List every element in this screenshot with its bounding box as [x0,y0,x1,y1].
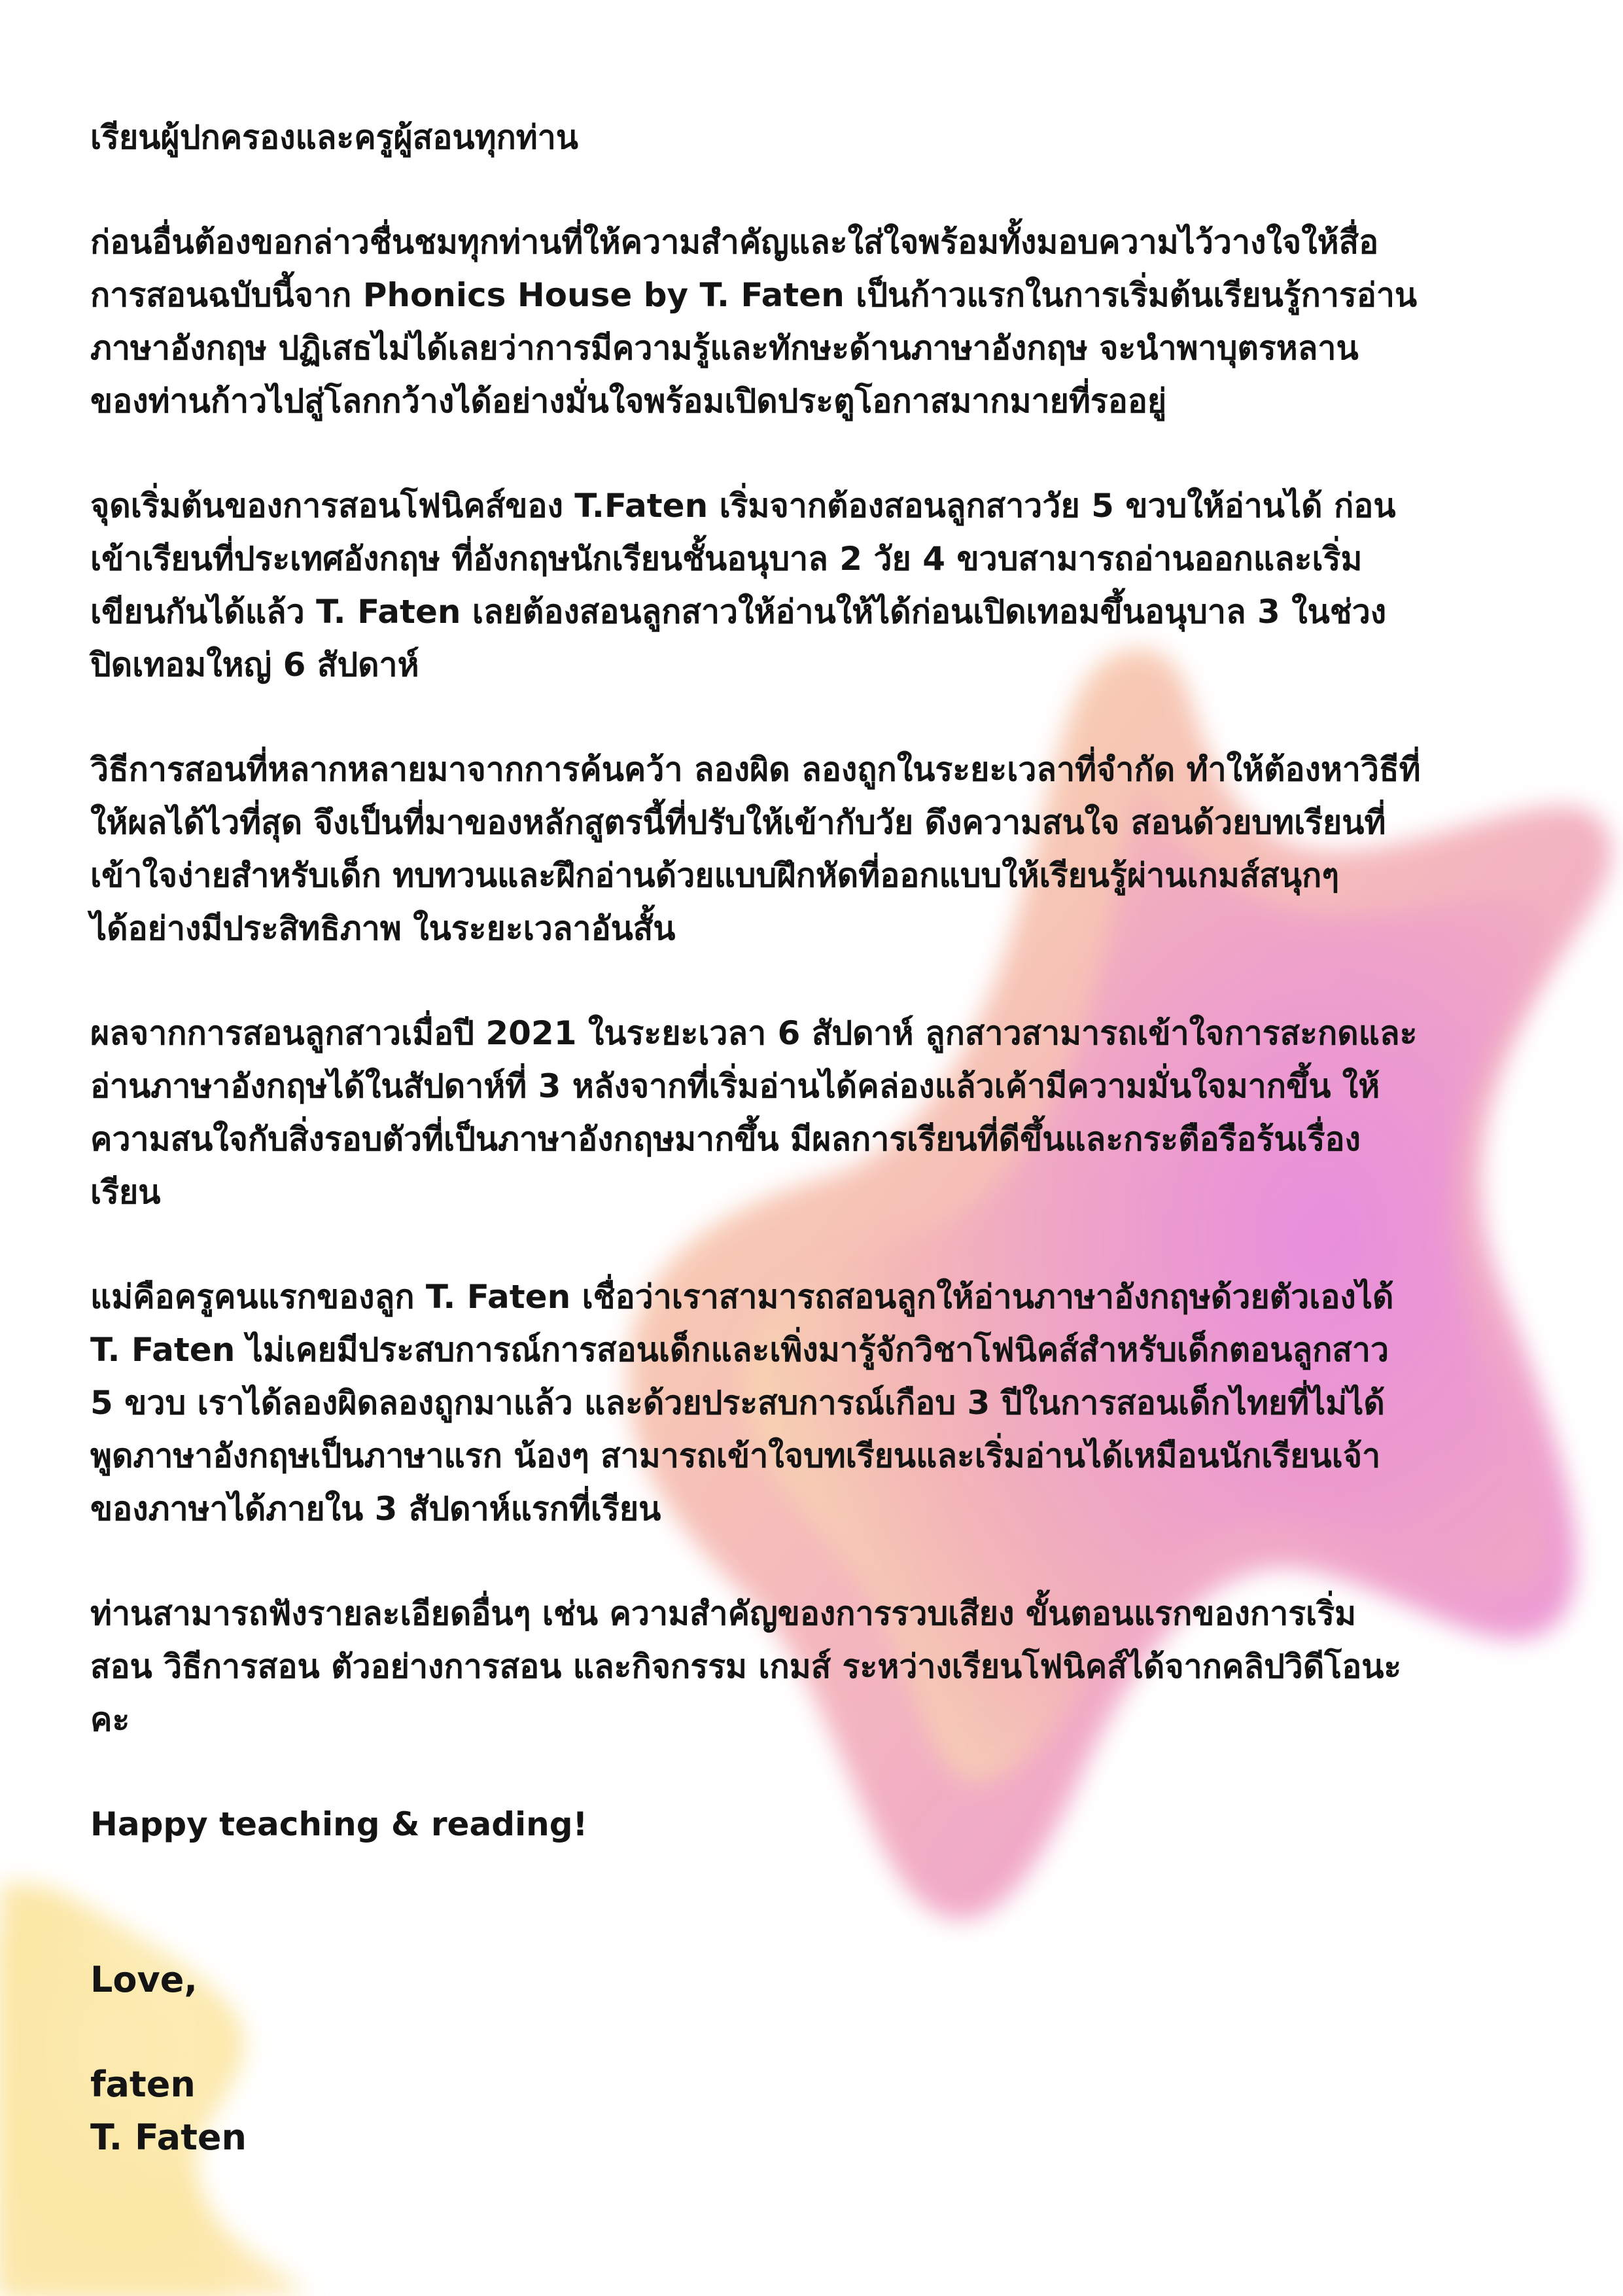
letter-paragraph: ก่อนอื่นต้องขอกล่าวชื่นชมทุกท่านที่ให้ความสำคัญและใส่ใจพร้อมทั้งมอบความไว้วางใจให้สื่อ การสอนฉบับนี้จาก Phonics House by T. Faten เป็นก้าวแรกในการเริ่มต้นเรียนรู้การอ่าน ภาษาอังกฤษ ปฏิเสธไม่ได้เลยว่าการมีความรู้และทักษะด้านภาษาอังกฤษ จะนำพาบุตรหลาน ของท่านก้าวไปสู่โลกกว้างได้อย่างมั่นใจพร้อมเปิดประตูโอกาสมากมายที่รออยู่ [90,223,1418,420]
letter-greeting: เรียนผู้ปกครองและครูผู้สอนทุกท่าน [90,118,578,156]
letter-closing: Happy teaching & reading! [90,1805,588,1843]
signature: faten [90,2064,196,2105]
signoff-love: Love, [90,1959,198,2000]
letter-paragraph: จุดเริ่มต้นของการสอนโฟนิคส์ของ T.Faten เริ่มจากต้องสอนลูกสาววัย 5 ขวบให้อ่านได้ ก่อน เข้าเรียนที่ประเทศอังกฤษ ที่อังกฤษนักเรียนชั้นอนุบาล 2 วัย 4 ขวบสามารถอ่านออกและเริ่ม เขียนกันได้แล้ว T. Faten เลยต้องสอนลูกสาวให้อ่านให้ได้ก่อนเปิดเทอมขึ้นอนุบาล 3 ในช่วง ปิดเทอมใหญ่ 6 สัปดาห์ [90,487,1396,684]
letter-paragraph: แม่คือครูคนแรกของลูก T. Faten เชื่อว่าเราสามารถสอนลูกให้อ่านภาษาอังกฤษด้วยตัวเองได้ T. Faten ไม่เคยมีประสบการณ์การสอนเด็กและเพิ่งมารู้จักวิชาโฟนิคส์สำหรับเด็กตอนลูกสาว 5 ขวบ เราได้ลองผิดลองถูกมาแล้ว และด้วยประสบการณ์เกือบ 3 ปีในการสอนเด็กไทยที่ไม่ได้ พูดภาษาอังกฤษเป็นภาษาแรก น้องๆ สามารถเข้าใจบทเรียนและเริ่มอ่านได้เหมือนนักเรียนเจ้า ของภาษาได้ภายใน 3 สัปดาห์แรกที่เรียน [90,1278,1394,1528]
letter-paragraph: วิธีการสอนที่หลากหลายมาจากการค้นคว้า ลองผิด ลองถูกในระยะเวลาที่จำกัด ทำให้ต้องหาวิธีที่ ให้ผลได้ไวที่สุด จึงเป็นที่มาของหลักสูตรนี้ที่ปรับให้เข้ากับวัย ดึงความสนใจ สอนด้วยบทเรียนที่ เข้าใจง่ายสำหรับเด็ก ทบทวนและฝึกอ่านด้วยแบบฝึกหัดที่ออกแบบให้เรียนรู้ผ่านเกมส์สนุกๆ ได้อย่างมีประสิทธิภาพ ในระยะเวลาอันสั้น [90,751,1421,947]
signoff [90,1953,247,2164]
letter-paragraph: ท่านสามารถฟังรายละเอียดอื่นๆ เช่น ความสำคัญของการรวบเสียง ขั้นตอนแรกของการเริ่ม สอน วิธีการสอน ตัวอย่างการสอน และกิจกรรม เกมส์ ระหว่างเรียนโฟนิคส์ได้จากคลิปวิดีโอนะ คะ [90,1595,1402,1739]
letter-body [90,111,1549,1851]
letter-paragraph: ผลจากการสอนลูกสาวเมื่อปี 2021 ในระยะเวลา 6 สัปดาห์ ลูกสาวสามารถเข้าใจการสะกดและ อ่านภาษาอังกฤษได้ในสัปดาห์ที่ 3 หลังจากที่เริ่มอ่านได้คล่องแล้วเค้ามีความมั่นใจมากขึ้น ให้ ความสนใจกับสิ่งรอบตัวที่เป็นภาษาอังกฤษมากขึ้น มีผลการเรียนที่ดีขึ้นและกระตือรือร้นเรื่อง เรียน [90,1014,1418,1211]
author-name: T. Faten [90,2117,247,2158]
